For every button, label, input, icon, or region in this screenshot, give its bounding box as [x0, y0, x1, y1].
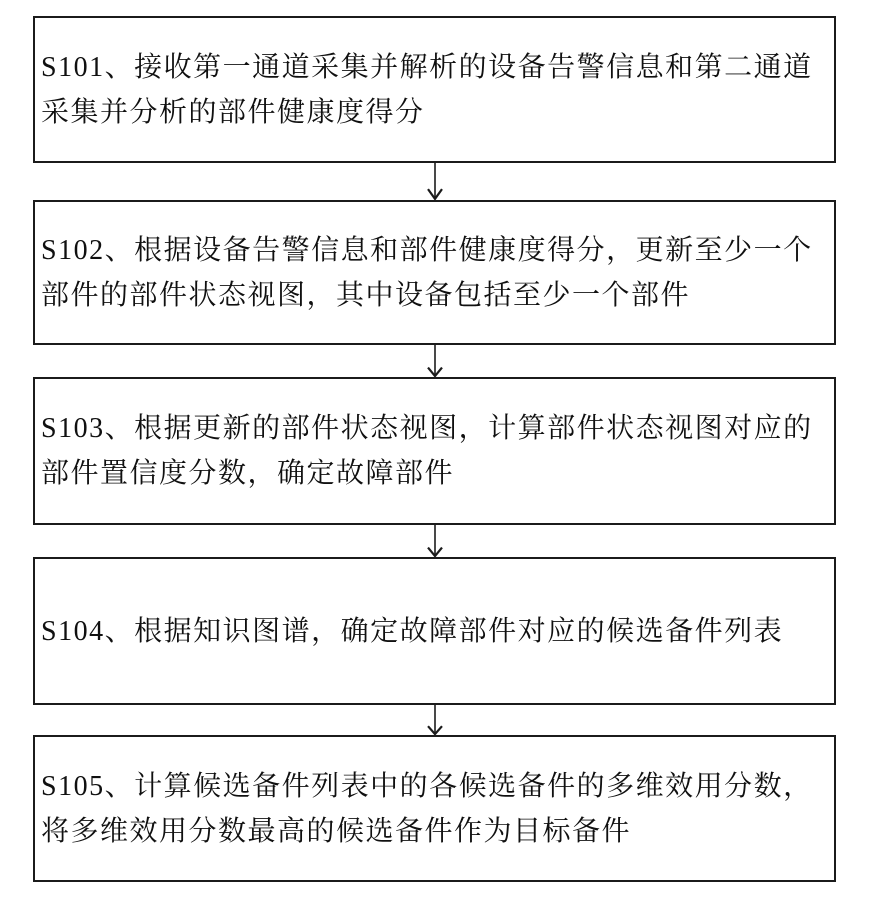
down-arrow-icon [423, 163, 447, 200]
flowchart [33, 16, 836, 882]
flow-step-s104 [33, 557, 836, 705]
flow-step-s105 [33, 735, 836, 882]
flow-step-s103 [33, 377, 836, 525]
step-s102-line-2: 部件的部件状态视图，其中设备包括至少一个部件 [41, 279, 691, 311]
step-s102-line-1: S102、根据设备告警信息和部件健康度得分，更新至少一个 [41, 234, 813, 266]
down-arrow-icon [423, 705, 447, 735]
step-s103-line-1: S103、根据更新的部件状态视图，计算部件状态视图对应的 [41, 413, 813, 444]
down-arrow-icon [423, 525, 447, 557]
step-s101-line-1: S101、接收第一通道采集并解析的设备告警信息和第二通道 [41, 51, 813, 83]
step-s105-line-1: S105、计算候选备件列表中的各候选备件的多维效用分数， [41, 770, 813, 802]
step-s101-line-2: 采集并分析的部件健康度得分 [41, 96, 425, 128]
step-s105-line-2: 将多维效用分数最高的候选备件作为目标备件 [41, 815, 632, 847]
step-s104-line-1: S104、根据知识图谱，确定故障部件对应的候选备件列表 [41, 615, 784, 647]
step-s103-line-2: 部件置信度分数，确定故障部件 [41, 458, 455, 489]
down-arrow-icon [423, 345, 447, 377]
flow-step-s102 [33, 200, 836, 345]
flow-step-s101 [33, 16, 836, 163]
